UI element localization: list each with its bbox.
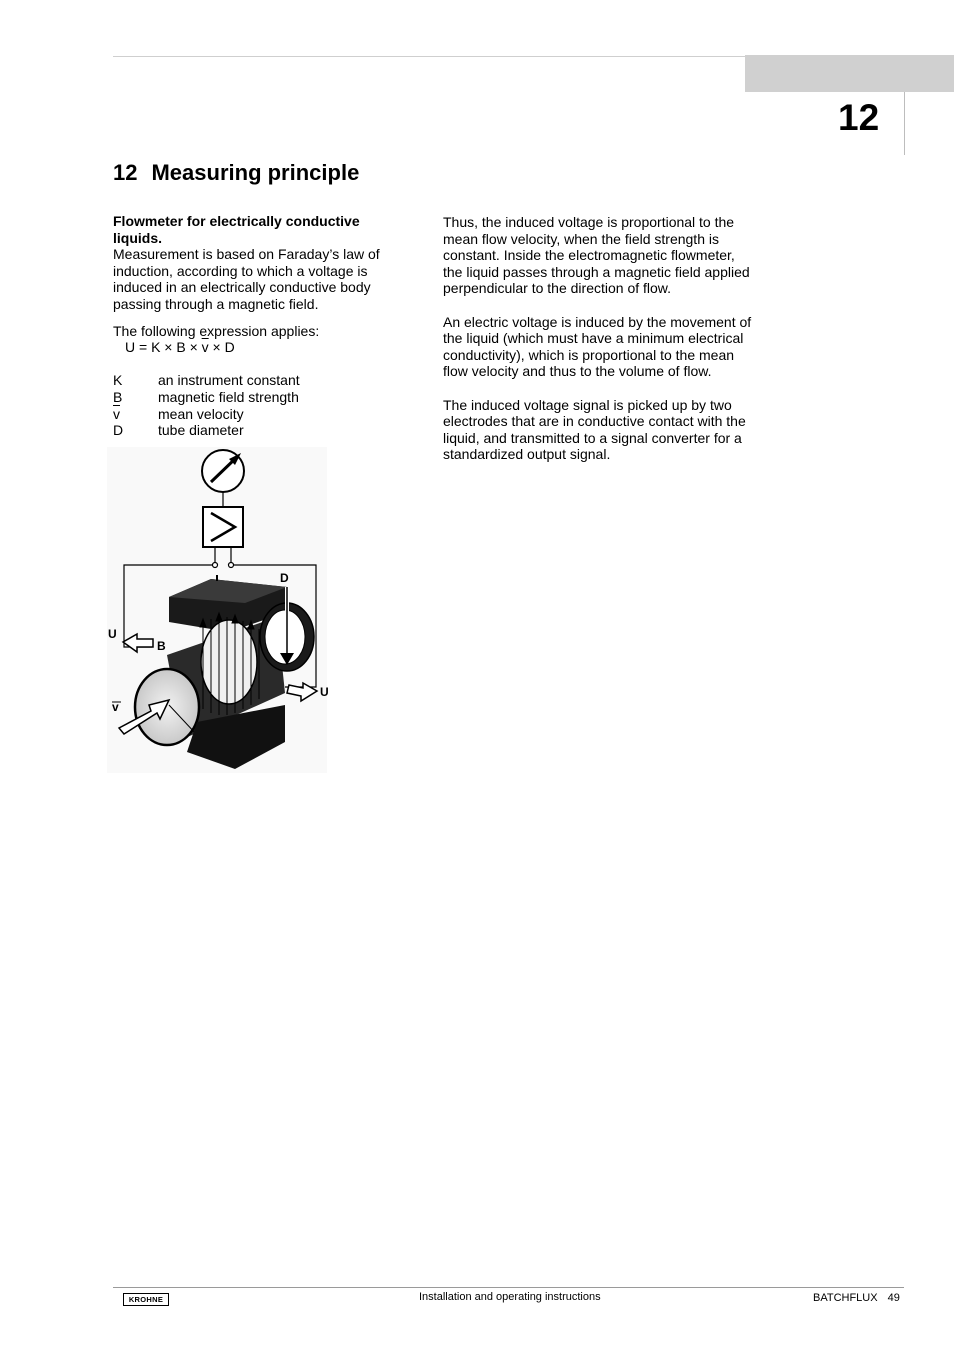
footer-title: Installation and operating instructions: [419, 1291, 601, 1303]
subheading: Flowmeter for electrically conductive liquids.: [113, 213, 360, 246]
symbol-row: K an instrument constant: [113, 372, 300, 389]
chapter-divider: [904, 92, 905, 155]
chapter-tab: [745, 55, 954, 92]
expression-intro: The following expression applies:: [113, 322, 320, 339]
right-column: [443, 214, 753, 463]
measuring-principle-figure: [107, 447, 337, 773]
section-number: 12: [113, 160, 138, 185]
amplifier-icon: [203, 507, 243, 547]
footer-rule: [113, 1287, 904, 1288]
formula: $U = K \times B \times \overline{v} \times D$: [125, 339, 235, 356]
chapter-number: 12: [838, 97, 880, 138]
page-number: 49: [887, 1292, 900, 1304]
meter-gauge-icon: [202, 450, 244, 492]
label-d: D: [280, 571, 289, 585]
symbol-row: $\overline{v}$ mean velocity: [113, 405, 244, 422]
paragraph: The induced voltage signal is picked up by two electrodes that are in conductive contact with the liquid, and transmitted to a signal converter for a standardized output signal.: [443, 396, 746, 463]
left-column: [113, 213, 403, 439]
label-u-right: U: [320, 685, 329, 699]
footer-product-page: [813, 1292, 900, 1305]
symbol-row: B magnetic field strength: [113, 388, 299, 405]
footer-product: BATCHFLUX: [813, 1292, 878, 1304]
paragraph: Measurement is based on Faraday’s law of induction, according to which a voltage is induced in an electrically conductive body passing through a magnetic field.: [113, 246, 380, 312]
paragraph: Thus, the induced voltage is proportional to the mean flow velocity, when the field strength is constant. Inside the electromagnetic flowmeter, the liquid passes through a magnetic field applied perpendicular to the direction of flow.: [443, 214, 750, 297]
krohne-logo: KROHNE: [123, 1293, 169, 1306]
header-rule: [113, 56, 745, 57]
label-u-left: U: [108, 627, 117, 641]
paragraph: An electric voltage is induced by the movement of the liquid (which must have a minimum electrical conductivity), which is proportional to the mean flow velocity and thus to the volume of flow.: [443, 313, 752, 380]
section-title: Measuring principle: [151, 160, 360, 185]
label-v: v: [112, 700, 119, 714]
symbol-row: D tube diameter: [113, 422, 244, 439]
section-heading: [113, 158, 359, 188]
label-b: B: [157, 639, 166, 653]
